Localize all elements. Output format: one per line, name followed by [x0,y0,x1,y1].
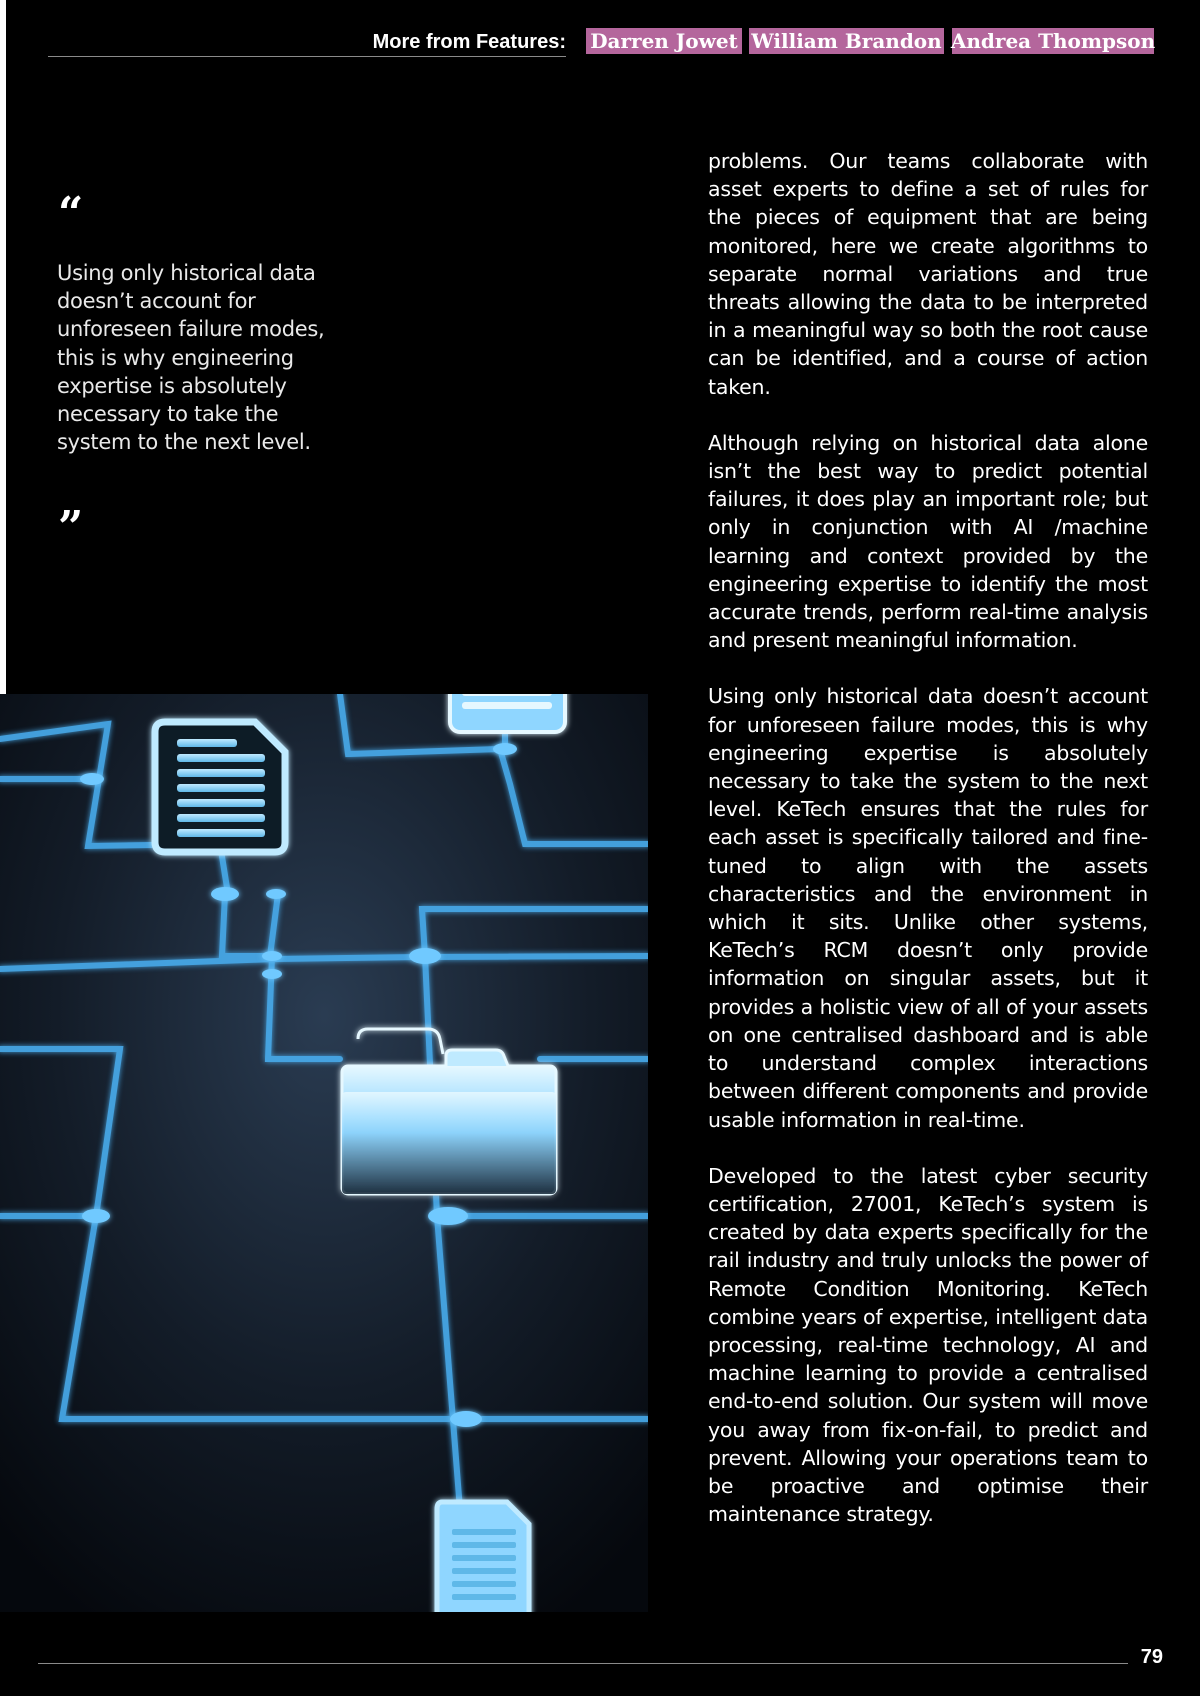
document-icon [155,722,285,852]
author-tag-darren-jowet[interactable]: Darren Jowet [586,28,742,54]
page-edge-strip [0,0,6,695]
open-quote-mark: “ [58,188,84,239]
header-divider [48,56,566,57]
article-paragraph: problems. Our teams collaborate with asset experts to define a set of rules for the pieces of equipment that are being monitored, here we create algorithms to separate normal variations and true threats allowing the data to be interpreted in a meaningful way so both the root cause can be identified, and a course of action taken. [708,149,1148,399]
author-tag-william-brandon[interactable]: William Brandon [749,28,944,54]
page-number: 79 [1140,1646,1163,1668]
author-tag-andrea-thompson[interactable]: Andrea Thompson [950,29,1156,53]
article-body [708,147,1148,1556]
document-icon [437,1502,529,1612]
pull-quote-text: Using only historical data doesn’t account for unforeseen failure modes, this is why engineering expertise is absolutely necessary to take the system to the next level. [57,261,325,455]
document-icon [450,694,565,732]
article-paragraph: Using only historical data doesn’t account for unforeseen failure modes, this is why engineering expertise is absolutely necessary to take the system to the next level. KeTech ensures that the rules for each asset is specifically tailored and fine-tuned to align with the assets characteristics and the environment in which it sits. Unlike other systems, KeTech’s RCM doesn’t only provide information on singular assets, but it provides a holistic view of all of your assets on one centralised dashboard and is able to understand complex interactions between different components and provide usable information in real-time. [708,684,1148,1132]
footer-divider [38,1663,1128,1664]
article-paragraph: Although relying on historical data alone isn’t the best way to predict potential failures, it does play an important role; but only in conjunction with AI /machine learning and context provided by the engineering expertise to identify the most accurate trends, perform real-time analysis and present meaningful information. [708,430,1148,653]
article-paragraph: Developed to the latest cyber security certification, 27001, KeTech’s system is created by data experts specifically for the rail industry and truly unlocks the power of Remote Condition Monitoring. KeTech combine years of expertise, intelligent data processing, real-time technology, AI and machine learning to provide a centralised end-to-end solution. Our system will move you away from fix-on-fail, to predict and prevent. Allowing your operations team to be proactive and optimise their maintenance strategy. [708,1163,1148,1527]
more-from-features-label: More from Features: [372,31,566,53]
network-illustration [0,694,648,1612]
close-quote-mark: ” [58,502,84,553]
